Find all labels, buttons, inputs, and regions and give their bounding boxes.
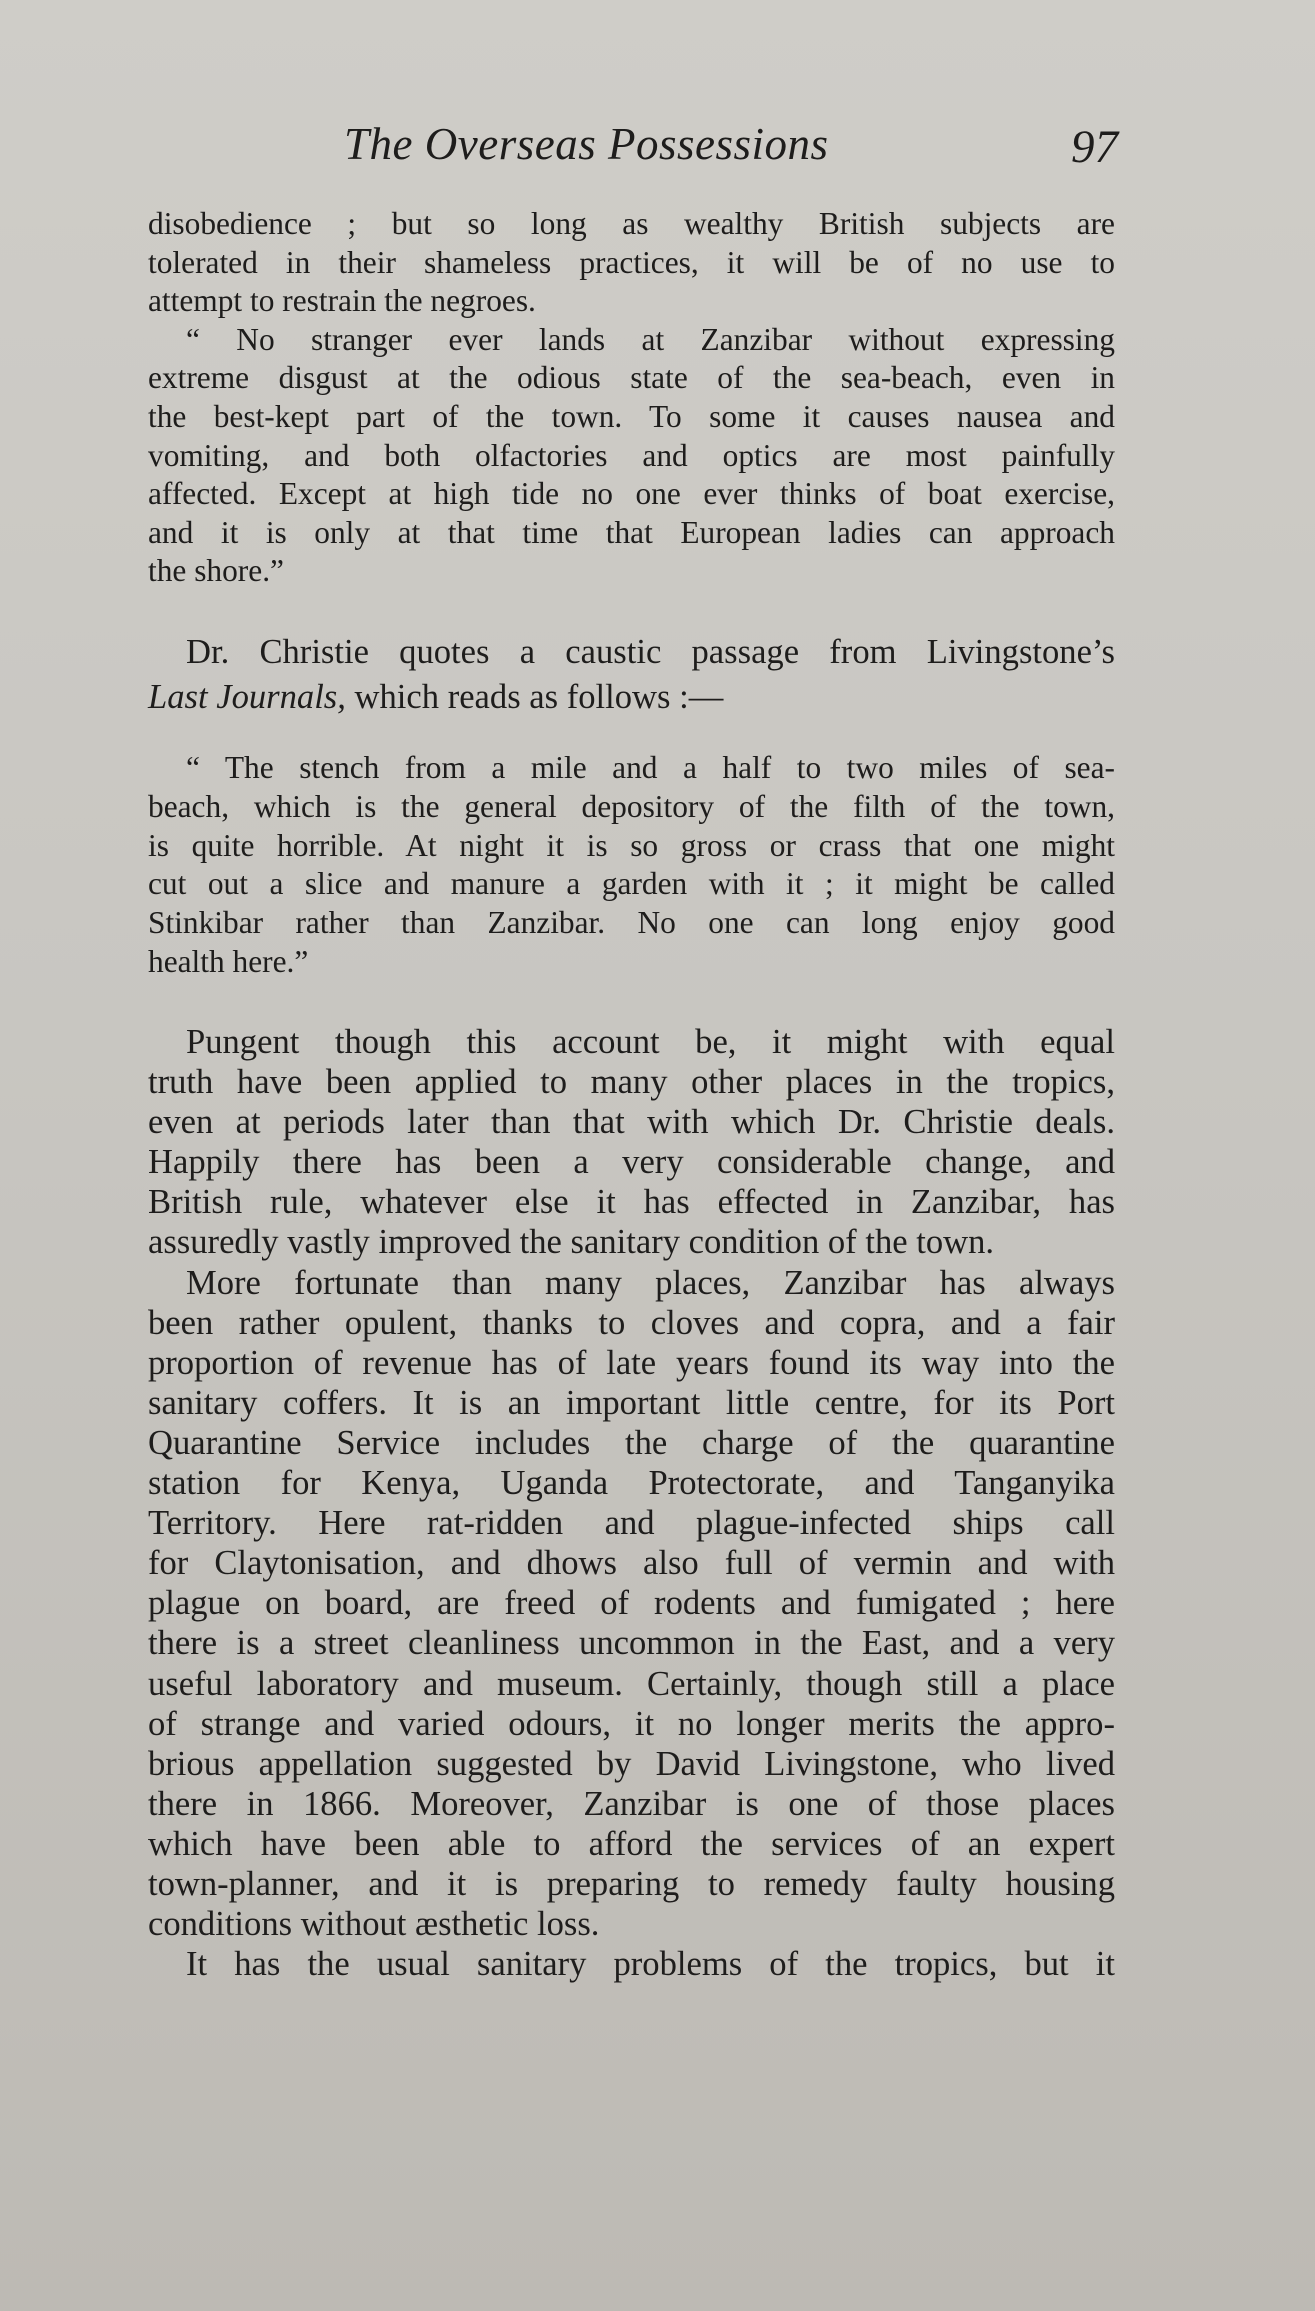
text-line: It has the usual sanitary problems of the tropics, but it <box>186 1945 1115 1984</box>
text-line: is quite horrible. At night it is so gross or crass that one might <box>148 827 1115 863</box>
quoted-passage-christie <box>148 205 1115 591</box>
text-line: Territory. Here rat-ridden and plague-infected ships call <box>148 1504 1115 1543</box>
text-line: cut out a slice and manure a garden with it ; it might be called <box>148 866 1115 902</box>
text-line <box>148 675 1115 720</box>
quoted-passage-livingstone <box>148 749 1115 982</box>
text-line: assuredly vastly improved the sanitary condition of the town. <box>148 1223 995 1262</box>
text-line: brious appellation suggested by David Livingstone, who lived <box>148 1744 1115 1783</box>
text-line: there in 1866. Moreover, Zanzibar is one of those places <box>148 1784 1115 1823</box>
text-line: truth have been applied to many other places in the tropics, <box>148 1063 1115 1102</box>
text-line: vomiting, and both olfactories and optics are most painfully <box>148 437 1115 473</box>
page-number: 97 <box>1071 121 1118 173</box>
page-header <box>148 118 1118 188</box>
text-line: Pungent though this account be, it might with equal <box>186 1023 1115 1061</box>
text-line: beach, which is the general depository of the filth of the town, <box>148 788 1115 824</box>
text-fragment: which reads as follows :— <box>345 678 724 716</box>
text-line: which have been able to afford the services of an expert <box>148 1824 1115 1863</box>
text-line: there is a street cleanliness uncommon in the East, and a very <box>148 1624 1115 1663</box>
text-line: of strange and varied odours, it no longer merits the appro- <box>148 1704 1115 1743</box>
text-line: health here.” <box>148 943 309 979</box>
text-line: “ No stranger ever lands at Zanzibar without expressing <box>186 321 1115 357</box>
text-line: plague on board, are freed of rodents and fumigated ; here <box>148 1584 1115 1623</box>
text-line: proportion of revenue has of late years found its way into the <box>148 1343 1115 1382</box>
text-line: More fortunate than many places, Zanzibar has always <box>186 1263 1115 1302</box>
text-line: for Claytonisation, and dhows also full of vermin and with <box>148 1544 1115 1583</box>
text-line: Quarantine Service includes the charge of the quarantine <box>148 1423 1115 1462</box>
text-line: the shore.” <box>148 553 284 589</box>
running-title: The Overseas Possessions <box>344 119 829 169</box>
text-line: town-planner, and it is preparing to remedy faulty housing <box>148 1864 1115 1903</box>
text-line: attempt to restrain the negroes. <box>148 283 536 319</box>
intro-paragraph <box>148 630 1115 720</box>
body-text <box>148 1022 1115 1984</box>
text-line: been rather opulent, thanks to cloves and copra, and a fair <box>148 1303 1115 1342</box>
text-line: sanitary coffers. It is an important little centre, for its Port <box>148 1383 1115 1422</box>
text-line: useful laboratory and museum. Certainly, though still a place <box>148 1664 1115 1703</box>
book-title-italic: Last Journals, <box>148 678 346 716</box>
text-line: Happily there has been a very considerable change, and <box>148 1143 1115 1182</box>
text-line: extreme disgust at the odious state of the sea-beach, even in <box>148 360 1115 396</box>
text-line: station for Kenya, Uganda Protectorate, and Tanganyika <box>148 1464 1115 1503</box>
text-line: and it is only at that time that European ladies can approach <box>148 514 1115 550</box>
text-line: British rule, whatever else it has effected in Zanzibar, has <box>148 1183 1115 1222</box>
text-line: Stinkibar rather than Zanzibar. No one can long enjoy good <box>148 905 1115 941</box>
text-line: tolerated in their shameless practices, it will be of no use to <box>148 244 1115 280</box>
text-line: even at periods later than that with which Dr. Christie deals. <box>148 1103 1115 1142</box>
text-line: affected. Except at high tide no one ever thinks of boat exercise, <box>148 476 1115 512</box>
text-line: conditions without æsthetic loss. <box>148 1905 600 1944</box>
text-line: “ The stench from a mile and a half to two miles of sea- <box>186 750 1115 785</box>
text-line: the best-kept part of the town. To some it causes nausea and <box>148 398 1115 434</box>
text-line: Dr. Christie quotes a caustic passage from Livingstone’s <box>186 633 1115 671</box>
text-line: disobedience ; but so long as wealthy British subjects are <box>148 206 1115 241</box>
